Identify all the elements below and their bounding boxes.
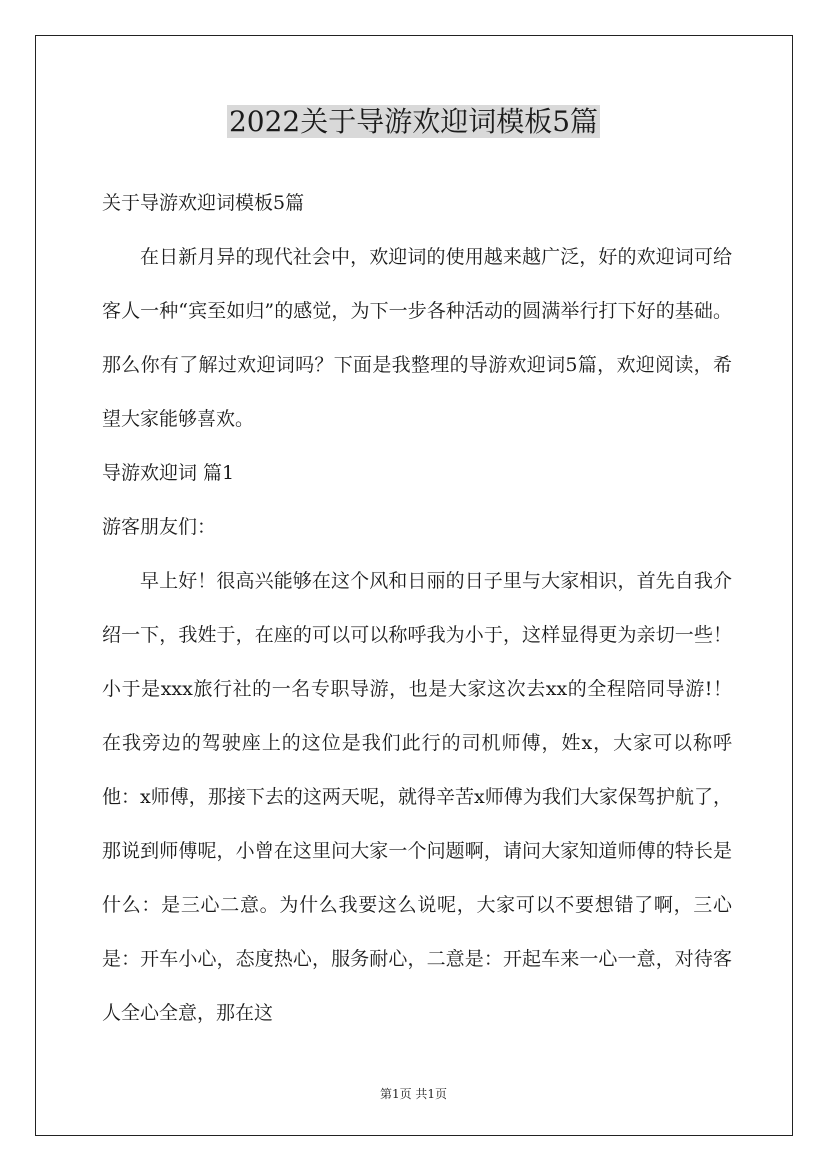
- document-subtitle: 关于导游欢迎词模板5篇: [102, 192, 305, 214]
- document-title: [0, 100, 827, 144]
- body-paragraph: 早上好！很高兴能够在这个风和日丽的日子里与大家相识，首先自我介绍一下，我姓于，在座的可以可以称呼我为小于，这样显得更为亲切一些！小于是xxx旅行社的一名专职导游，也是大家这次去xx的全程陪同导游!！在我旁边的驾驶座上的这位是我们此行的司机师傅，姓x，大家可以称呼他：x师傅，那接下去的这两天呢，就得辛苦x师傅为我们大家保驾护航了， 那说到师傅呢，小曾在这里问大家一个问题啊，请问大家知道师傅的特长是什么：是三心二意。为什么我要这么说呢，大家可以不要想错了啊，三心是：开车小心，态度热心，服务耐心，二意是：开起车来一心一意，对待客人全心全意，那在这: [102, 570, 732, 1024]
- section-heading: 导游欢迎词 篇1: [102, 462, 235, 484]
- page-footer: 第1页 共1页: [379, 1087, 448, 1101]
- document-body: [102, 176, 732, 1040]
- greeting-line: 游客朋友们：: [102, 516, 217, 538]
- intro-paragraph: 在日新月异的现代社会中，欢迎词的使用越来越广泛，好的欢迎词可给客人一种“宾至如归”的感觉，为下一步各种活动的圆满举行打下好的基础。那么你有了解过欢迎词吗？下面是我整理的导游欢迎词5篇，欢迎阅读，希望大家能够喜欢。: [102, 246, 732, 430]
- document-title-text: 2022关于导游欢迎词模板5篇: [228, 105, 599, 138]
